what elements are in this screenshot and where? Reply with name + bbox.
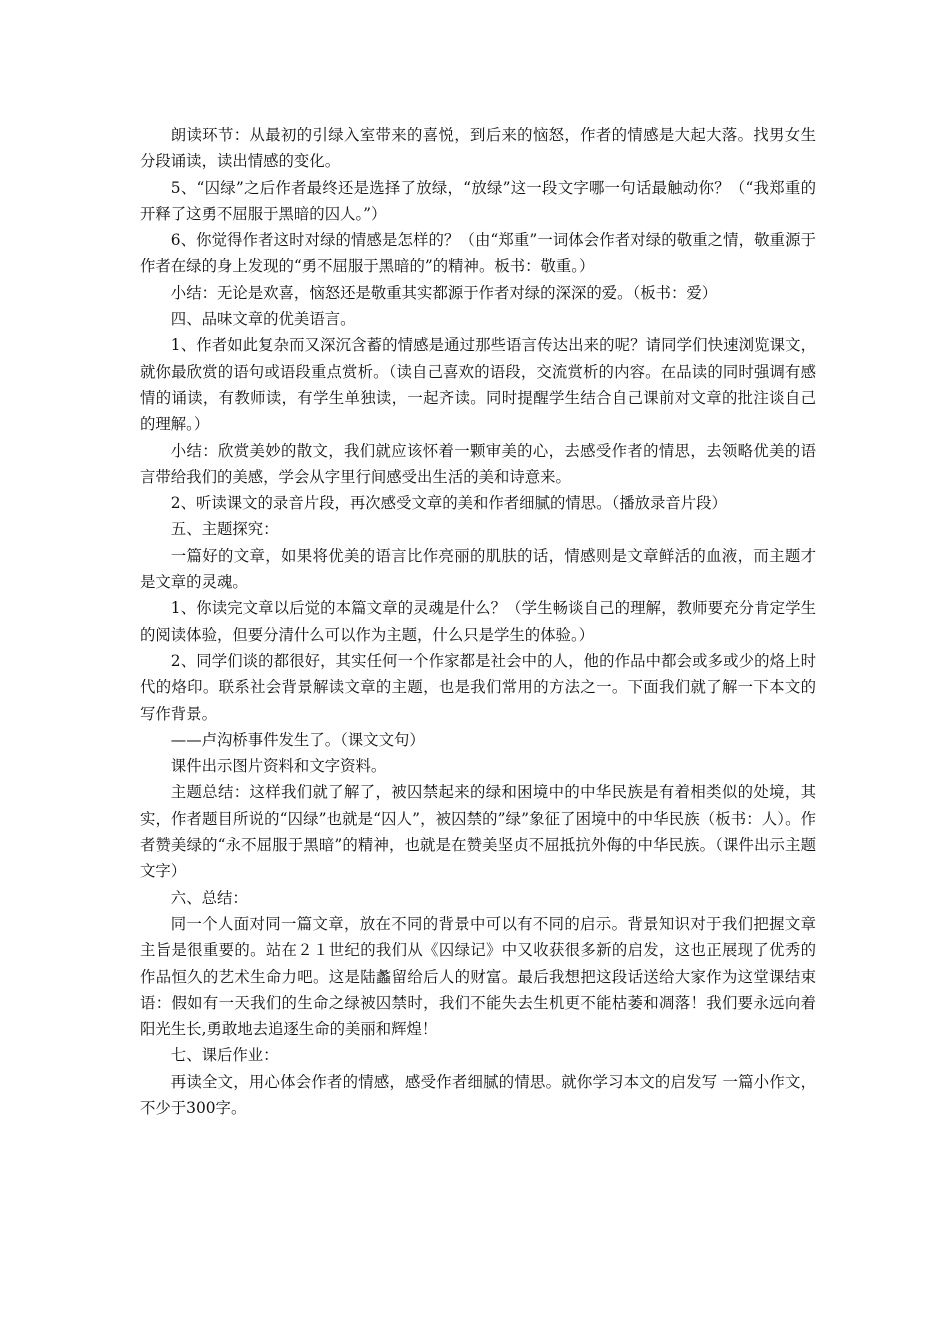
paragraph-theme-intro: 一篇好的文章，如果将优美的语言比作亮丽的肌肤的话，情感则是文章鲜活的血液，而主题才是文章的灵魂。 [140, 546, 816, 592]
paragraph-theme-summary: 主题总结：这样我们就了解了，被囚禁起来的绿和困境中的中华民族是有着相类似的处境，其实，作者题目所说的“囚绿”也就是“囚人”，被囚禁的”绿”象征了困境中的中华民族（板书：人）。作者赞美绿的“永不屈服于黑暗”的精神，也就是在赞美坚贞不屈抵抗外侮的中华民族。（课件出示主题文字） [140, 783, 816, 881]
paragraph-question-5: 5、“囚绿”之后作者最终还是选择了放绿，“放绿”这一段文字哪一句话最触动你？（“我郑重的开释了这勇不屈服于黑暗的囚人。”） [140, 178, 816, 223]
paragraph-language-2: 2、听读课文的录音片段，再次感受文章的美和作者细腻的情思。（播放录音片段） [170, 494, 727, 513]
paragraph-reading-session: 朗读环节：从最初的引绿入室带来的喜悦，到后来的恼怒，作者的情感是大起大落。找男女生分段诵读，读出情感的变化。 [140, 126, 816, 171]
paragraph-conclusion: 同一个人面对同一篇文章，放在不同的背景中可以有不同的启示。背景知识对于我们把握文章主旨是很重要的。站在２１世纪的我们从《囚绿记》中又收获很多新的启发，这也正展现了优秀的作品恒久的艺术生命力吧。这是陆蠡留给后人的财富。最后我想把这段话送给大家作为这堂课结束语：假如有一天我们的生命之绿被囚禁时，我们不能失去生机更不能枯萎和凋落！我们要永远向着阳光生长,勇敢地去追逐生命的美丽和辉煌！ [140, 914, 816, 1039]
section-heading-6: 六、总结： [170, 888, 248, 907]
document-body [140, 122, 816, 1121]
section-heading-4: 四、品味文章的优美语言。 [170, 310, 356, 329]
paragraph-homework: 再读全文，用心体会作者的情感，感受作者细腻的情思。就你学习本文的启发写 一篇小作文，不少于300字。 [140, 1072, 816, 1117]
paragraph-theme-2: 2、同学们谈的都很好，其实任何一个作家都是社会中的人，他的作品中都会或多或少的烙上时代的烙印。联系社会背景解读文章的主题，也是我们常用的方法之一。下面我们就了解一下本文的写作背景。 [140, 651, 816, 723]
paragraph-summary-prose: 小结：欣赏美妙的散文，我们就应该怀着一颗审美的心，去感受作者的情思，去领略优美的语言带给我们的美感，学会从字里行间感受出生活的美和诗意来。 [140, 441, 816, 486]
paragraph-courseware: 课件出示图片资料和文字资料。 [170, 757, 387, 776]
paragraph-theme-1: 1、你读完文章以后觉的本篇文章的灵魂是什么？（学生畅谈自己的理解，教师要充分肯定学生的阅读体验，但要分清什么可以作为主题，什么只是学生的体验。） [140, 599, 816, 644]
paragraph-lugou-bridge: ——卢沟桥事件发生了。（课文文句） [170, 730, 425, 749]
section-heading-5: 五、主题探究： [170, 520, 279, 539]
paragraph-language-1: 1、作者如此复杂而又深沉含蓄的情感是通过那些语言传达出来的呢？请同学们快速浏览课文，就你最欣赏的语句或语段重点赏析。（读自己喜欢的语段，交流赏析的内容。在品读的同时强调有感情的诵读，有教师读，有学生单独读，一起齐读。同时提醒学生结合自己课前对文章的批注谈自己的理解。） [140, 336, 816, 434]
paragraph-summary-love: 小结：无论是欢喜，恼怒还是敬重其实都源于作者对绿的深深的爱。（板书：爱） [170, 283, 718, 302]
paragraph-question-6: 6、你觉得作者这时对绿的情感是怎样的？（由“郑重”一词体会作者对绿的敬重之情，敬重源于作者在绿的身上发现的“勇不屈服于黑暗的”的精神。板书：敬重。） [140, 231, 816, 276]
section-heading-7: 七、课后作业： [170, 1046, 279, 1065]
